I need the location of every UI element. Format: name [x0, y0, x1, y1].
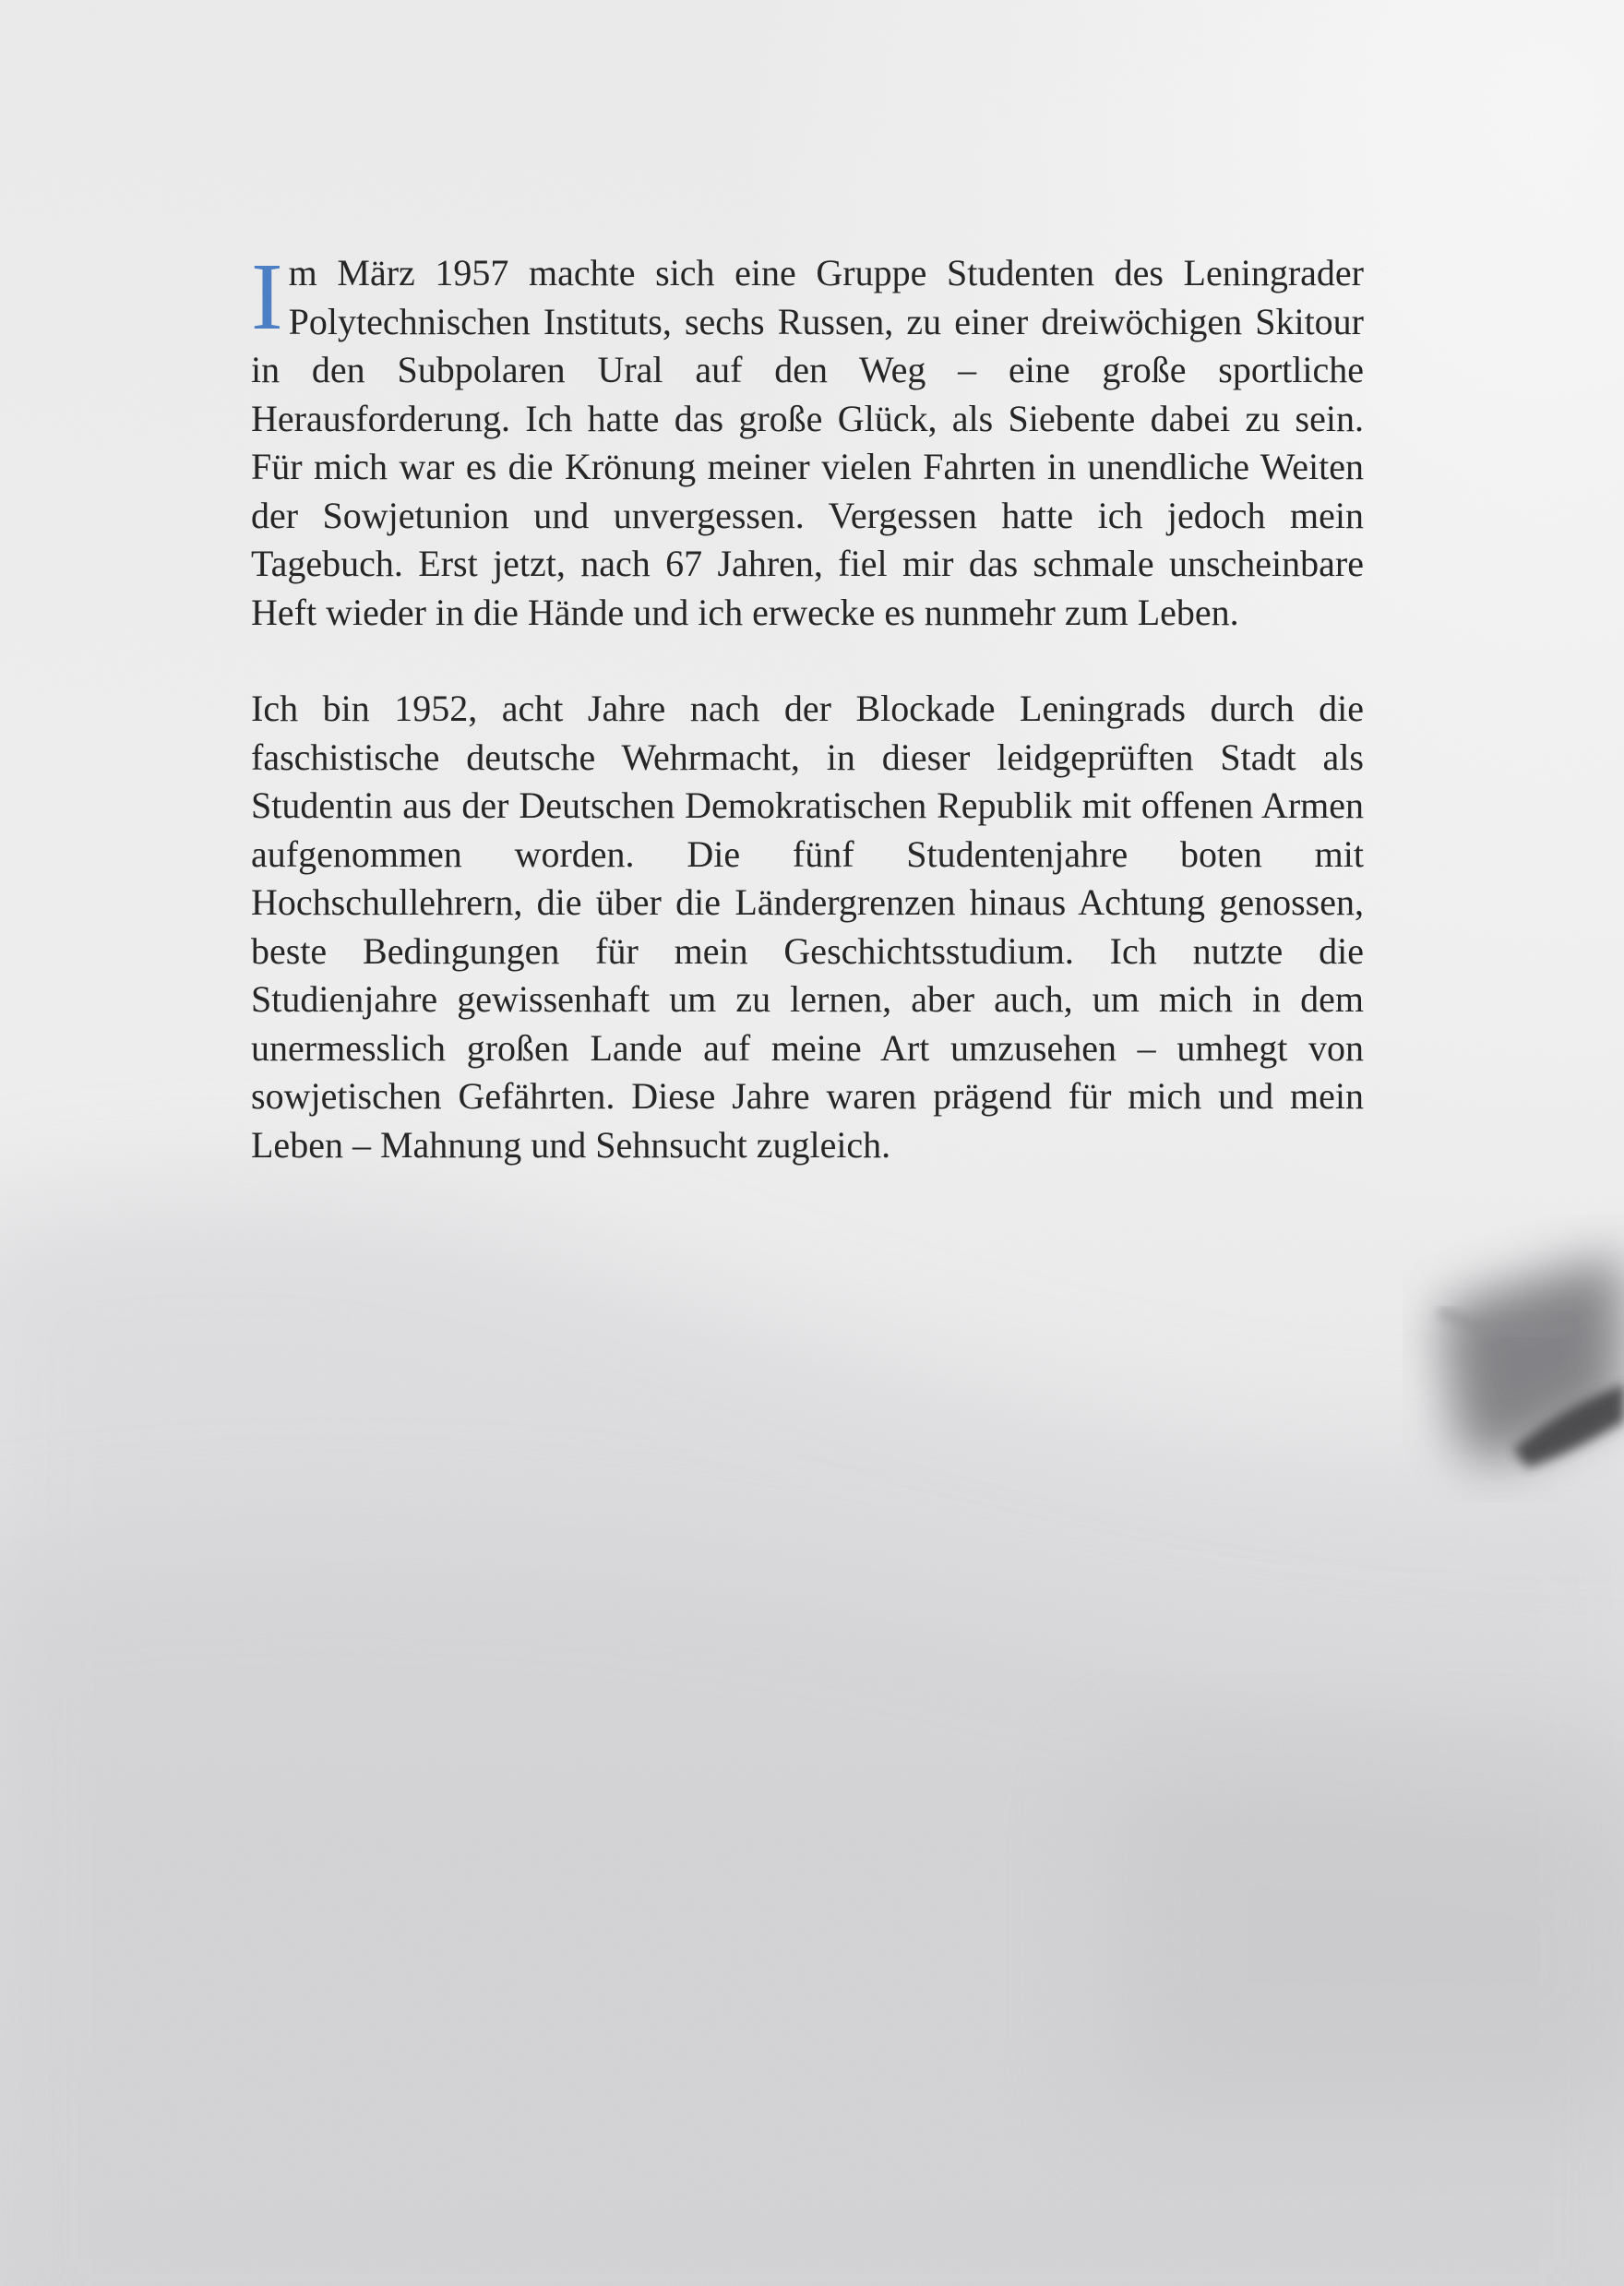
paragraph-intro-text: m März 1957 machte sich eine Gruppe Studenten des Leningrader Polytechnischen Instituts, sechs Russen, zu einer dreiwöchigen Skitour in den Subpolaren Ural auf den Weg – eine große sportliche Herausforderung. Ich hatte das große Glück, als Siebente dabei zu sein. Für mich war es die Krönung meiner vielen Fahrten in unendliche Weiten der Sowjetunion und unvergessen. Vergessen hatte ich jedoch mein Tagebuch. Erst jetzt, nach 67 Jahren, fiel mir das schmale unscheinbare Heft wieder in die Hände und ich erwecke es nunmehr zum Leben. [251, 252, 1364, 633]
paragraph-studies: Ich bin 1952, acht Jahre nach der Blockade Leningrads durch die faschistische deutsche Wehrmacht, in dieser leidgeprüften Stadt als Studentin aus der Deutschen Demokratischen Republik mit offenen Armen aufgenommen worden. Die fünf Studentenjahre boten mit Hochschullehrern, die über die Ländergrenzen hinaus Achtung genossen, beste Bedingungen für mein Geschichtsstudium. Ich nutzte die Studienjahre gewissenhaft um zu lernen, aber auch, um mich in dem unermesslich großen Lande auf meine Art umzusehen – umhegt von sowjetischen Gefährten. Diese Jahre waren prägend für mich und mein Leben – Mahnung und Sehnsucht zugleich. [251, 688, 1364, 1166]
paragraph-intro [251, 244, 1364, 637]
body-text [251, 244, 1364, 1169]
drop-cap: I [251, 244, 283, 350]
